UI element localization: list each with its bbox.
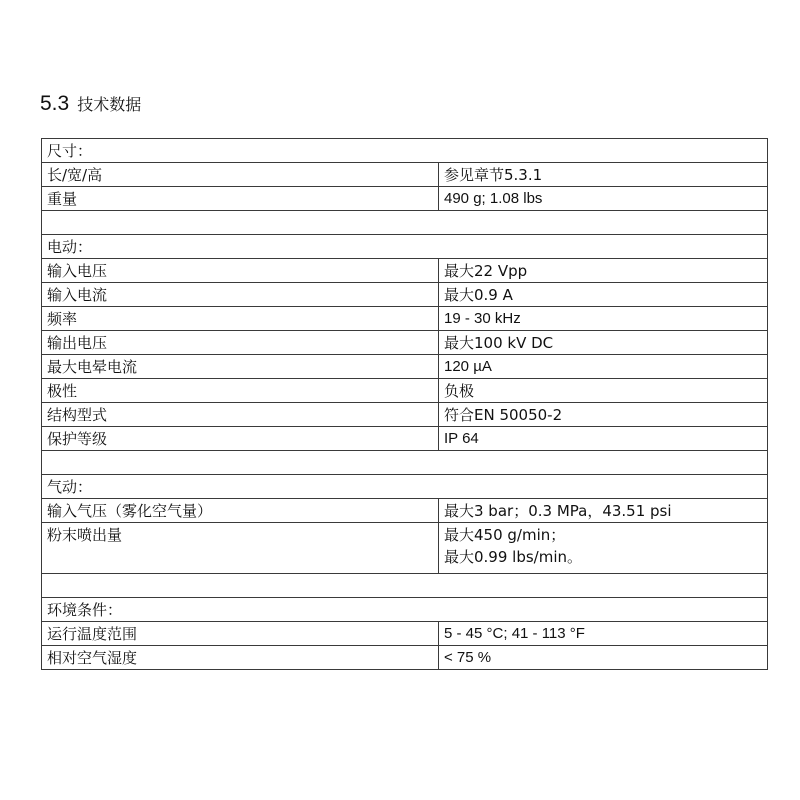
row-value: 最大3 bar；0.3 MPa，43.51 psi: [439, 499, 768, 523]
table-row: [42, 187, 768, 211]
table-row: [42, 646, 768, 670]
section-number: 5.3: [40, 92, 70, 115]
row-label: 保护等级: [42, 427, 439, 451]
row-value: 符合EN 50050-2: [439, 403, 768, 427]
row-label: 长/宽/高: [42, 163, 439, 187]
row-value: 最大0.9 A: [439, 283, 768, 307]
row-label: 最大电晕电流: [42, 355, 439, 379]
table-row: [42, 427, 768, 451]
table-row: [42, 403, 768, 427]
row-label: 结构型式: [42, 403, 439, 427]
section-heading: [40, 92, 141, 116]
dimensions-header: 尺寸：: [42, 139, 768, 163]
pneumatic-header: 气动：: [42, 475, 768, 499]
row-label: 重量: [42, 187, 439, 211]
spacer-row: [42, 574, 768, 598]
row-label: 运行温度范围: [42, 622, 439, 646]
row-label: 输入电压: [42, 259, 439, 283]
table-row: [42, 379, 768, 403]
table-row: [42, 622, 768, 646]
row-value: 490 g; 1.08 lbs: [439, 187, 768, 211]
spacer-row: [42, 451, 768, 475]
environment-header: 环境条件：: [42, 598, 768, 622]
table-row: [42, 475, 768, 499]
row-label: 粉末喷出量: [42, 523, 439, 574]
row-value: IP 64: [439, 427, 768, 451]
table-row: [42, 331, 768, 355]
spacer-cell: [42, 574, 768, 598]
row-label: 输入气压（雾化空气量）: [42, 499, 439, 523]
row-value: [439, 523, 768, 574]
row-label: 输出电压: [42, 331, 439, 355]
spacer-row: [42, 211, 768, 235]
row-label: 相对空气湿度: [42, 646, 439, 670]
spacer-cell: [42, 211, 768, 235]
value-line: 最大450 g/min；: [444, 526, 566, 544]
table-row: [42, 259, 768, 283]
table-row: [42, 163, 768, 187]
table-row: [42, 139, 768, 163]
row-value: 负极: [439, 379, 768, 403]
row-value: < 75 %: [439, 646, 768, 670]
row-label: 极性: [42, 379, 439, 403]
technical-data-table: [41, 138, 768, 670]
table-row: [42, 307, 768, 331]
row-value: 最大22 Vpp: [439, 259, 768, 283]
table-row: [42, 523, 768, 574]
spacer-cell: [42, 451, 768, 475]
table-row: [42, 355, 768, 379]
table-row: [42, 499, 768, 523]
row-label: 输入电流: [42, 283, 439, 307]
row-value: 19 - 30 kHz: [439, 307, 768, 331]
electrical-header: 电动：: [42, 235, 768, 259]
row-value: 5 - 45 °C; 41 - 113 °F: [439, 622, 768, 646]
table-row: [42, 235, 768, 259]
row-value: 最大100 kV DC: [439, 331, 768, 355]
table-row: [42, 283, 768, 307]
value-line: 最大0.99 lbs/min。: [444, 548, 583, 566]
table-row: [42, 598, 768, 622]
row-value: 120 µA: [439, 355, 768, 379]
row-label: 频率: [42, 307, 439, 331]
row-value: 参见章节5.3.1: [439, 163, 768, 187]
section-title: 技术数据: [77, 95, 142, 114]
